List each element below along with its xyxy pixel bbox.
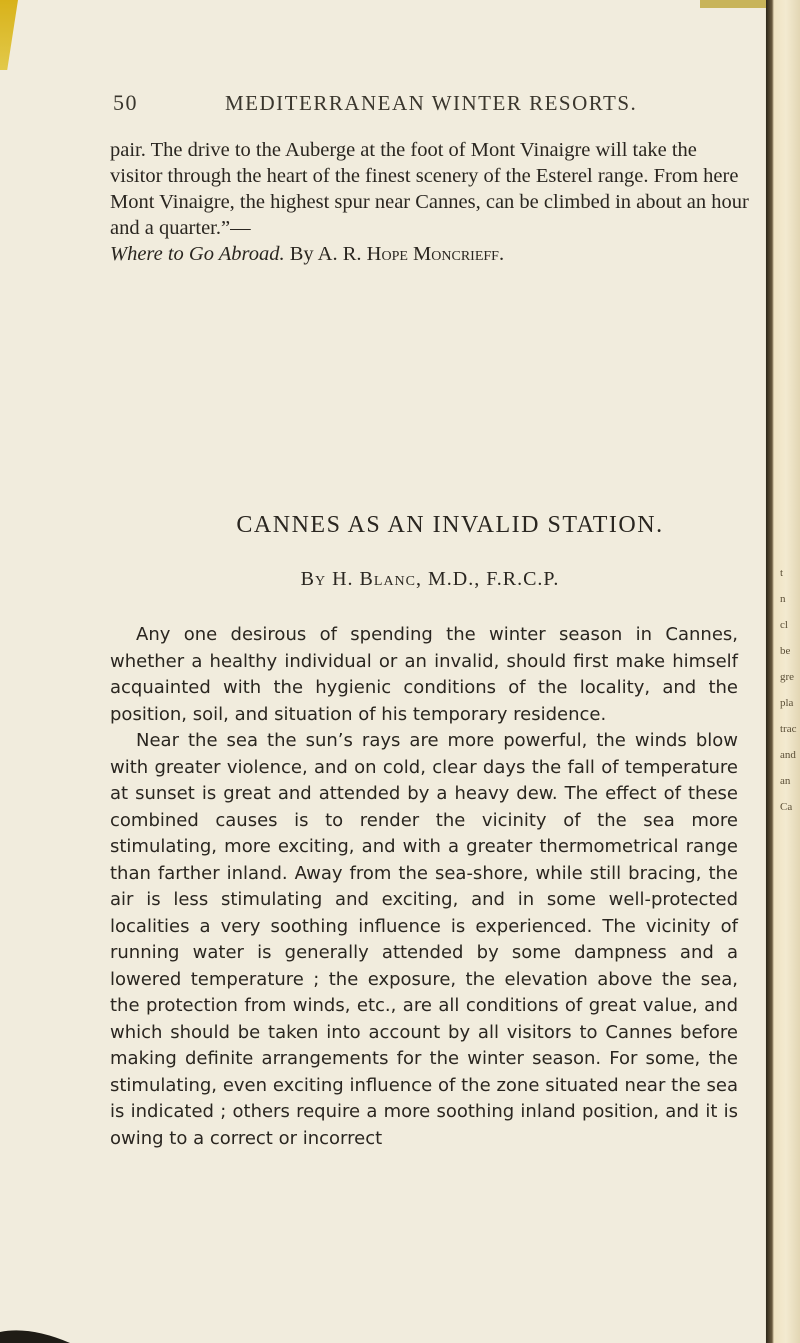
article-body [110,622,738,1152]
byline-prefix: By [300,568,333,590]
page-number: 50 [113,90,138,115]
running-header [113,90,637,116]
edge-letter: t [780,567,784,579]
article-byline [110,568,750,591]
quote-source-title: Where to Go Abroad. [110,243,285,265]
page-bottom-edge [0,1318,70,1343]
edge-letter: n [780,593,786,605]
edge-letter: be [780,645,791,657]
running-title: MEDITERRANEAN WINTER RESORTS. [225,91,638,115]
edge-letter: cl [780,619,788,631]
edge-letter: pla [780,697,794,709]
page-top-edge [700,0,770,8]
quote-source-author: Hope Moncrieff. [366,243,505,265]
edge-letter: and [780,749,796,761]
quote-source-by: By A. R. [284,243,367,265]
quote-text: pair. The drive to the Auberge at the foot of Mont Vinaigre will take the visitor through the heart of the finest scenery of the Esterel range. From here Mont Vinaigre, the highest spur near Cannes, can be climbed in about an hour and a quarter.”— [110,139,749,239]
byline-author: H. Blanc, M.D., F.R.C.P. [332,568,560,590]
body-paragraph: Near the sea the sun’s rays are more powerful, the winds blow with greater violence, and on cold, clear days the fall of temperature at sunset is great and attended by a heavy dew. The effect of these combined causes is to render the vicinity of the sea more stimulating, more exciting, and with a greater thermometrical range than farther inland. Away from the sea-shore, while still bracing, the air is less stimulating and exciting, and in some well-protected localities a very soothing influence is experienced. The vicinity of running water is generally attended by some dampness and a lowered temperature ; the exposure, the elevation above the sea, the protection from winds, etc., are all conditions of great value, and which should be taken into account by all visitors to Cannes before making definite arrangements for the winter season. For some, the stimulating, even exciting influence of the zone situated near the sea is indicated ; others require a more soothing inland position, and it is owing to a correct or incorrect [110,730,738,1149]
edge-letter: Ca [780,801,793,813]
quote-block [110,137,750,267]
edge-letter: trac [780,723,797,735]
edge-letter: an [780,775,791,787]
article-title: CANNES AS AN INVALID STATION. [236,512,664,538]
body-paragraph: Any one desirous of spending the winter season in Cannes, whether a healthy individual or an invalid, should first make himself acquainted with the hygienic conditions of the locality, and the position, soil, and situation of his temporary residence. [110,624,738,725]
edge-letter: gre [780,671,795,683]
adjacent-page-edge-text [780,560,800,820]
